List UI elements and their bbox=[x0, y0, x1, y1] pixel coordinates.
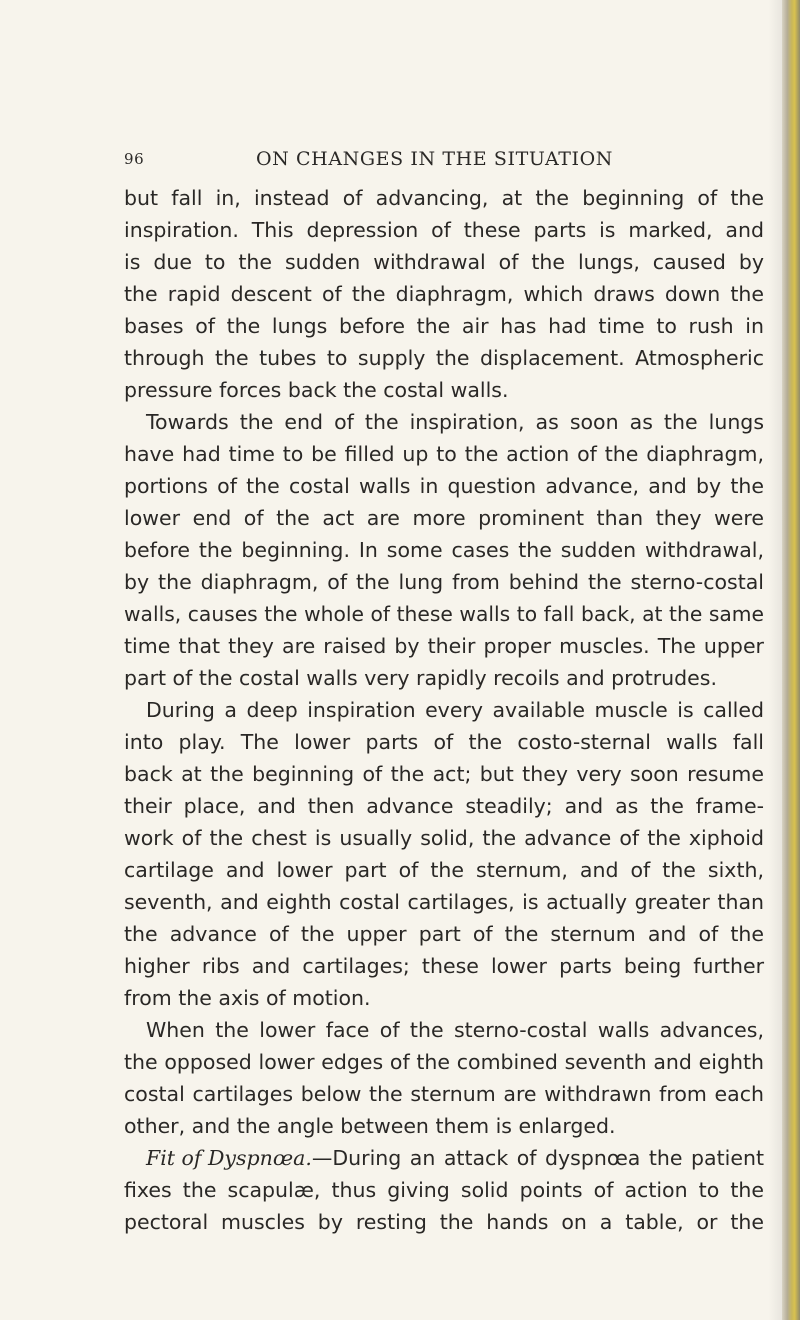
text-line bbox=[124, 598, 764, 630]
text-line bbox=[124, 630, 764, 662]
text-line-content: into play. The lower parts of the costo-sternal walls fall bbox=[124, 730, 764, 754]
text-line-content: before the beginning. In some cases the sudden withdrawal, bbox=[124, 538, 764, 562]
text-line-content: back at the beginning of the act; but they very soon resume bbox=[124, 762, 764, 786]
text-line bbox=[124, 1174, 764, 1206]
page-number: 96 bbox=[124, 150, 145, 168]
text-line-content: their place, and then advance steadily; and as the frame- bbox=[124, 794, 764, 818]
text-line-content: costal cartilages below the sternum are withdrawn from each bbox=[124, 1082, 764, 1106]
text-line-content: but fall in, instead of advancing, at the beginning of the bbox=[124, 186, 764, 210]
text-line bbox=[124, 470, 764, 502]
text-line bbox=[124, 182, 764, 214]
text-line-content: lower end of the act are more prominent than they were bbox=[124, 506, 764, 530]
text-line bbox=[124, 502, 764, 534]
text-line bbox=[124, 1078, 764, 1110]
text-line bbox=[124, 854, 764, 886]
text-line-content: higher ribs and cartilages; these lower parts being further bbox=[124, 954, 764, 978]
body-text bbox=[124, 182, 764, 1238]
text-line bbox=[124, 278, 764, 310]
text-line-content: other, and the angle between them is enlarged. bbox=[124, 1114, 616, 1138]
text-line-content: by the diaphragm, of the lung from behind the sterno-costal bbox=[124, 570, 764, 594]
text-line bbox=[124, 790, 764, 822]
text-line bbox=[124, 438, 764, 470]
text-line-content: work of the chest is usually solid, the advance of the xiphoid bbox=[124, 826, 764, 850]
text-line bbox=[124, 918, 764, 950]
text-line-content: inspiration. This depression of these parts is marked, and bbox=[124, 218, 764, 242]
text-line-content: time that they are raised by their proper muscles. The upper bbox=[124, 634, 764, 658]
text-line-content: cartilage and lower part of the sternum, and of the sixth, bbox=[124, 858, 764, 882]
page-gutter-shadow bbox=[768, 0, 782, 1320]
text-line-content: bases of the lungs before the air has had time to rush in bbox=[124, 314, 764, 338]
page-edge bbox=[782, 0, 800, 1320]
text-line bbox=[124, 406, 764, 438]
text-line bbox=[124, 1014, 764, 1046]
text-line-content: the opposed lower edges of the combined seventh and eighth bbox=[124, 1050, 764, 1074]
text-line-content: is due to the sudden withdrawal of the lungs, caused by bbox=[124, 250, 764, 274]
text-line-content: —During an attack of dyspnœa the patient bbox=[311, 1146, 764, 1170]
text-line bbox=[124, 342, 764, 374]
text-line-content: During a deep inspiration every available muscle is called bbox=[146, 698, 764, 722]
text-line bbox=[124, 822, 764, 854]
text-line-content: the rapid descent of the diaphragm, which draws down the bbox=[124, 282, 764, 306]
text-line bbox=[124, 1206, 764, 1238]
text-line-content: from the axis of motion. bbox=[124, 986, 371, 1010]
text-line-content: have had time to be filled up to the action of the diaphragm, bbox=[124, 442, 764, 466]
text-line-content: part of the costal walls very rapidly recoils and protrudes. bbox=[124, 666, 717, 690]
text-line bbox=[124, 374, 764, 406]
text-line bbox=[124, 982, 764, 1014]
text-line bbox=[124, 310, 764, 342]
text-line bbox=[124, 1142, 764, 1174]
section-heading-italic: Fit of Dyspnœa. bbox=[146, 1146, 312, 1170]
text-line-content: through the tubes to supply the displacement. Atmospheric bbox=[124, 346, 764, 370]
text-line bbox=[124, 566, 764, 598]
text-line-content: the advance of the upper part of the sternum and of the bbox=[124, 922, 764, 946]
text-line bbox=[124, 758, 764, 790]
text-line bbox=[124, 950, 764, 982]
running-head-title: ON CHANGES IN THE SITUATION bbox=[256, 148, 614, 170]
text-line-content: pectoral muscles by resting the hands on a table, or the bbox=[124, 1210, 764, 1234]
text-line bbox=[124, 534, 764, 566]
text-line-content: seventh, and eighth costal cartilages, is actually greater than bbox=[124, 890, 764, 914]
text-line-content: walls, causes the whole of these walls to fall back, at the same bbox=[124, 602, 764, 626]
text-line bbox=[124, 214, 764, 246]
text-line bbox=[124, 1110, 764, 1142]
text-line bbox=[124, 1046, 764, 1078]
text-line bbox=[124, 662, 764, 694]
text-line-content: pressure forces back the costal walls. bbox=[124, 378, 509, 402]
text-line bbox=[124, 886, 764, 918]
text-line-content: fixes the scapulæ, thus giving solid points of action to the bbox=[124, 1178, 764, 1202]
text-line-content: portions of the costal walls in question advance, and by the bbox=[124, 474, 764, 498]
running-head bbox=[124, 148, 784, 178]
text-line bbox=[124, 726, 764, 758]
text-line bbox=[124, 246, 764, 278]
text-line-content: Towards the end of the inspiration, as soon as the lungs bbox=[146, 410, 764, 434]
text-line bbox=[124, 694, 764, 726]
text-line-content: When the lower face of the sterno-costal walls advances, bbox=[146, 1018, 764, 1042]
